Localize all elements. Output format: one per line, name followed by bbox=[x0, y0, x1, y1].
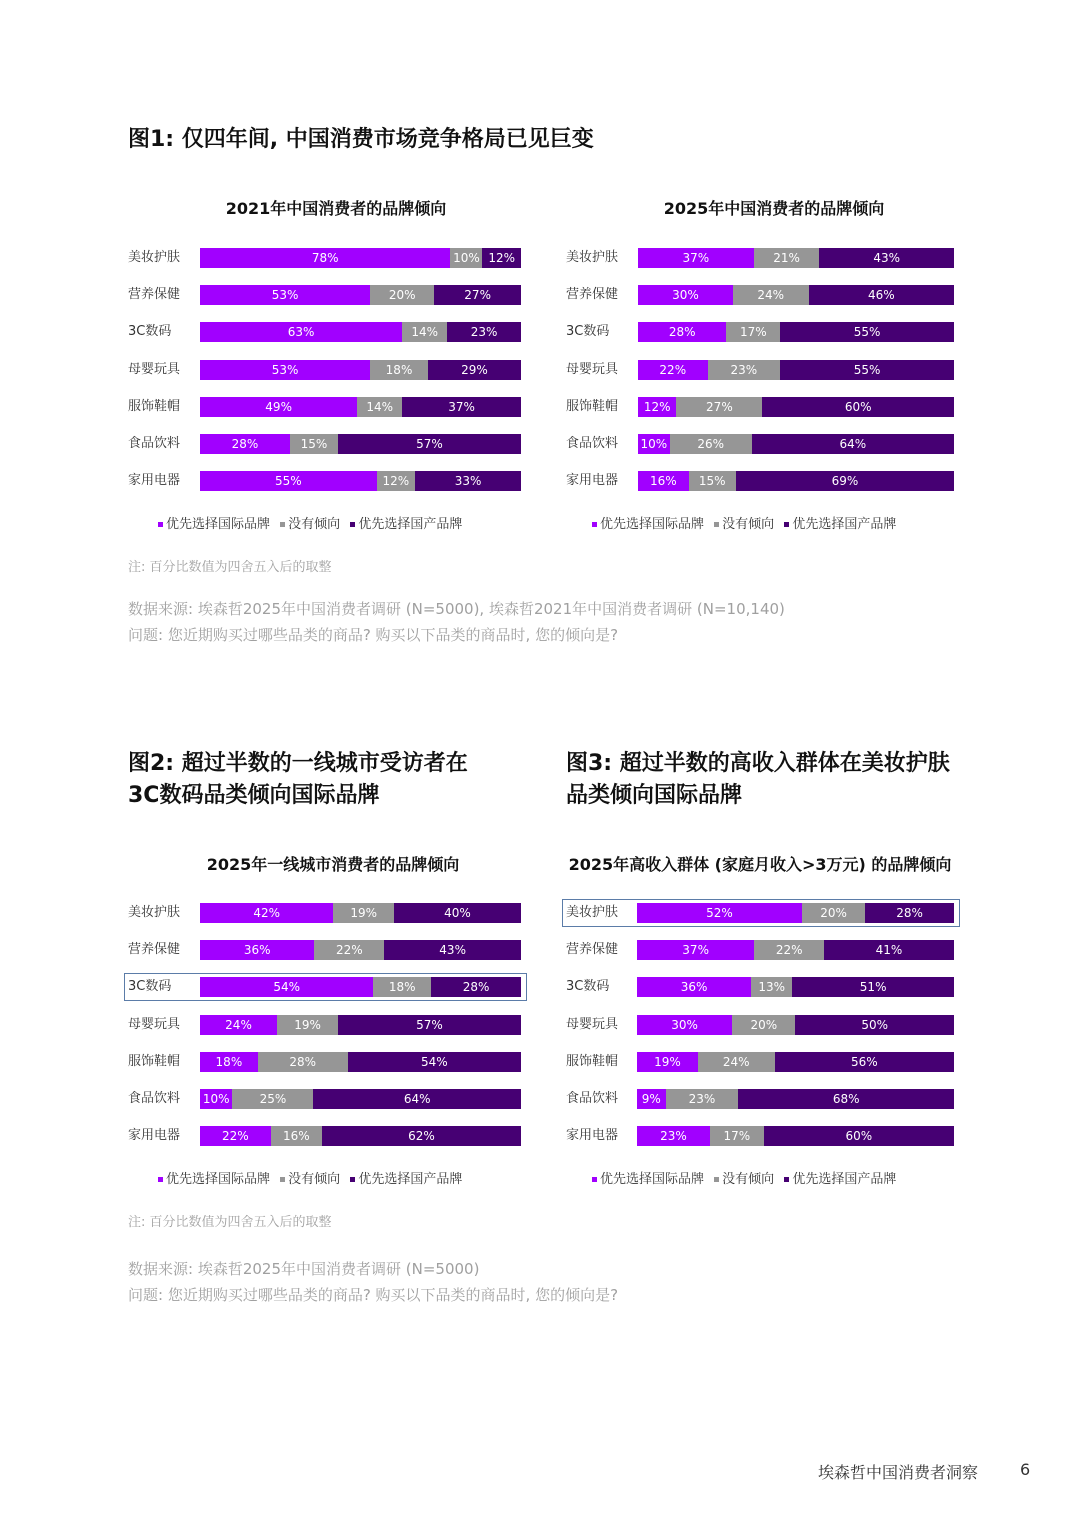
bar-segment-intl: 49% bbox=[200, 397, 357, 417]
bar-segment-domestic: 43% bbox=[384, 940, 521, 960]
bar-segment-intl: 22% bbox=[638, 360, 708, 380]
bar-segment-domestic: 56% bbox=[775, 1052, 954, 1072]
stacked-bar bbox=[200, 1015, 521, 1035]
bar-segment-no-preference: 27% bbox=[676, 397, 762, 417]
bar-row bbox=[128, 360, 521, 380]
bar-segment-intl: 28% bbox=[200, 434, 290, 454]
bar-segment-no-preference: 15% bbox=[689, 471, 736, 491]
legend-swatch-dom bbox=[350, 1177, 355, 1182]
legend-item-intl bbox=[592, 1172, 704, 1187]
stacked-bar bbox=[200, 322, 521, 342]
stacked-bar bbox=[638, 248, 954, 268]
legend-label-dom: 优先选择国产品牌 bbox=[792, 517, 897, 532]
chart2-title: 2025年中国消费者的品牌倾向 bbox=[663, 199, 885, 218]
bar-segment-intl: 37% bbox=[638, 248, 754, 268]
bar-segment-intl: 10% bbox=[200, 1089, 232, 1109]
category-label: 母婴玩具 bbox=[128, 1016, 181, 1032]
legend-label-intl: 优先选择国际品牌 bbox=[166, 517, 271, 532]
category-label: 食品饮料 bbox=[566, 1091, 619, 1106]
category-label: 家用电器 bbox=[566, 473, 619, 489]
bar-segment-no-preference: 23% bbox=[708, 360, 781, 380]
bar-segment-domestic: 41% bbox=[824, 940, 954, 960]
legend-item-dom bbox=[784, 1172, 896, 1187]
bar-segment-domestic: 62% bbox=[322, 1126, 521, 1146]
stacked-bar bbox=[637, 1089, 954, 1109]
figure1-source: 数据来源: 埃森哲2025年中国消费者调研 (N=5000), 埃森哲2021年中国消费者调研 (N=10,140) bbox=[128, 600, 785, 618]
bar-segment-no-preference: 13% bbox=[751, 977, 792, 997]
stacked-bar bbox=[200, 285, 521, 305]
chart1-legend bbox=[158, 513, 468, 532]
category-label: 服饰鞋帽 bbox=[566, 398, 619, 414]
category-label: 3C数码 bbox=[128, 324, 172, 340]
bar-segment-intl: 42% bbox=[200, 903, 333, 923]
bar-segment-domestic: 12% bbox=[482, 248, 521, 268]
stacked-bar bbox=[200, 248, 521, 268]
legend-label-none: 没有倾向 bbox=[722, 517, 775, 532]
legend-item-none bbox=[280, 517, 340, 532]
bar-segment-intl: 23% bbox=[637, 1126, 710, 1146]
bar-segment-intl: 53% bbox=[200, 360, 370, 380]
stacked-bar bbox=[200, 471, 521, 491]
bar-segment-domestic: 60% bbox=[764, 1126, 954, 1146]
bar-segment-domestic: 64% bbox=[313, 1089, 521, 1109]
legend-swatch-dom bbox=[350, 522, 355, 527]
stacked-bar bbox=[200, 397, 521, 417]
chart3-title: 2025年一线城市消费者的品牌倾向 bbox=[206, 855, 460, 874]
stacked-bar bbox=[638, 434, 954, 454]
legend-swatch-none bbox=[714, 1177, 719, 1182]
bar-segment-intl: 22% bbox=[200, 1126, 271, 1146]
bar-segment-domestic: 28% bbox=[865, 903, 954, 923]
bar-segment-intl: 16% bbox=[638, 471, 689, 491]
stacked-bar bbox=[637, 1126, 954, 1146]
bar-segment-intl: 78% bbox=[200, 248, 450, 268]
legend-swatch-none bbox=[280, 1177, 285, 1182]
bar-segment-intl: 36% bbox=[637, 977, 751, 997]
bar-segment-intl: 37% bbox=[637, 940, 754, 960]
bar-segment-no-preference: 10% bbox=[450, 248, 482, 268]
category-label: 母婴玩具 bbox=[128, 361, 181, 377]
bar-segment-no-preference: 14% bbox=[402, 322, 447, 342]
stacked-bar bbox=[638, 360, 954, 380]
stacked-bar bbox=[638, 322, 954, 342]
bar-row bbox=[128, 322, 521, 342]
bar-segment-no-preference: 17% bbox=[710, 1126, 764, 1146]
bar-row bbox=[128, 1126, 521, 1146]
bar-row bbox=[128, 434, 521, 454]
legend-label-dom: 优先选择国产品牌 bbox=[792, 1172, 897, 1187]
chart2-legend bbox=[592, 513, 902, 532]
legend-swatch-intl bbox=[158, 522, 163, 527]
bar-segment-domestic: 40% bbox=[394, 903, 521, 923]
bar-segment-no-preference: 21% bbox=[754, 248, 820, 268]
legend-item-dom bbox=[784, 517, 896, 532]
bar-segment-no-preference: 24% bbox=[698, 1052, 775, 1072]
bar-row bbox=[128, 397, 521, 417]
legend-item-dom bbox=[350, 517, 462, 532]
figure1-question: 问题: 您近期购买过哪些品类的商品? 购买以下品类的商品时, 您的倾向是? bbox=[128, 626, 619, 644]
bar-row bbox=[128, 940, 521, 960]
legend-label-intl: 优先选择国际品牌 bbox=[600, 1172, 705, 1187]
category-label: 营养保健 bbox=[128, 287, 181, 303]
footer-page-number: 6 bbox=[1020, 1460, 1031, 1479]
chart3-legend bbox=[158, 1168, 468, 1187]
stacked-bar bbox=[637, 1052, 954, 1072]
bar-segment-intl: 54% bbox=[200, 977, 373, 997]
figure3-title bbox=[566, 748, 950, 812]
bar-segment-domestic: 64% bbox=[752, 434, 954, 454]
bar-row bbox=[128, 1015, 521, 1035]
category-label: 营养保健 bbox=[566, 287, 619, 303]
category-label: 食品饮料 bbox=[566, 436, 619, 451]
category-label: 3C数码 bbox=[566, 979, 610, 995]
chart4-title: 2025年高收入群体 (家庭月收入>3万元) 的品牌倾向 bbox=[568, 855, 952, 874]
bar-segment-no-preference: 17% bbox=[726, 322, 780, 342]
stacked-bar bbox=[638, 397, 954, 417]
category-label: 营养保健 bbox=[128, 942, 181, 958]
bar-segment-no-preference: 15% bbox=[290, 434, 338, 454]
bar-segment-domestic: 57% bbox=[338, 1015, 521, 1035]
legend-label-intl: 优先选择国际品牌 bbox=[166, 1172, 271, 1187]
bar-segment-no-preference: 22% bbox=[754, 940, 824, 960]
bar-segment-no-preference: 18% bbox=[373, 977, 431, 997]
stacked-bar bbox=[637, 1015, 954, 1035]
legend-item-intl bbox=[592, 517, 704, 532]
figure1-title: 图1: 仅四年间, 中国消费市场竞争格局已见巨变 bbox=[128, 127, 594, 152]
bar-segment-domestic: 23% bbox=[447, 322, 521, 342]
bar-segment-no-preference: 20% bbox=[802, 903, 865, 923]
bar-segment-domestic: 57% bbox=[338, 434, 521, 454]
figure23-source: 数据来源: 埃森哲2025年中国消费者调研 (N=5000) bbox=[128, 1260, 480, 1278]
legend-swatch-intl bbox=[158, 1177, 163, 1182]
legend-swatch-dom bbox=[784, 522, 789, 527]
legend-item-intl bbox=[158, 517, 270, 532]
legend-label-dom: 优先选择国产品牌 bbox=[358, 1172, 463, 1187]
bar-row bbox=[566, 1126, 954, 1146]
figure23-note: 注: 百分比数值为四舍五入后的取整 bbox=[128, 1215, 332, 1230]
bar-row bbox=[566, 1089, 954, 1109]
bar-segment-intl: 52% bbox=[637, 903, 802, 923]
figure3-title-line1: 图3: 超过半数的高收入群体在美妆护肤 bbox=[566, 751, 950, 776]
category-label: 服饰鞋帽 bbox=[128, 1053, 181, 1069]
legend-label-none: 没有倾向 bbox=[288, 1172, 341, 1187]
stacked-bar bbox=[637, 977, 954, 997]
bar-segment-intl: 36% bbox=[200, 940, 314, 960]
category-label: 服饰鞋帽 bbox=[566, 1053, 619, 1069]
legend-label-none: 没有倾向 bbox=[288, 517, 341, 532]
legend-item-intl bbox=[158, 1172, 270, 1187]
category-label: 家用电器 bbox=[566, 1128, 619, 1144]
legend-swatch-dom bbox=[784, 1177, 789, 1182]
bar-segment-domestic: 33% bbox=[415, 471, 521, 491]
category-label: 美妆护肤 bbox=[128, 905, 181, 920]
legend-swatch-intl bbox=[592, 522, 597, 527]
bar-segment-domestic: 51% bbox=[792, 977, 954, 997]
bar-segment-no-preference: 23% bbox=[666, 1089, 739, 1109]
legend-label-dom: 优先选择国产品牌 bbox=[358, 517, 463, 532]
bar-row bbox=[566, 1052, 954, 1072]
bar-segment-domestic: 28% bbox=[431, 977, 521, 997]
category-label: 母婴玩具 bbox=[566, 361, 619, 377]
figure2-title-line1: 图2: 超过半数的一线城市受访者在 bbox=[128, 751, 468, 776]
bar-segment-no-preference: 26% bbox=[670, 434, 752, 454]
bar-segment-intl: 24% bbox=[200, 1015, 277, 1035]
bar-row bbox=[128, 903, 521, 923]
bar-segment-intl: 30% bbox=[637, 1015, 732, 1035]
stacked-bar bbox=[200, 1052, 521, 1072]
bar-segment-domestic: 68% bbox=[738, 1089, 954, 1109]
bar-row bbox=[128, 471, 521, 491]
bar-segment-intl: 18% bbox=[200, 1052, 258, 1072]
bar-segment-no-preference: 24% bbox=[733, 285, 809, 305]
bar-segment-no-preference: 20% bbox=[732, 1015, 795, 1035]
stacked-bar bbox=[200, 360, 521, 380]
category-label: 服饰鞋帽 bbox=[128, 398, 181, 414]
bar-segment-no-preference: 25% bbox=[232, 1089, 313, 1109]
figure23-question: 问题: 您近期购买过哪些品类的商品? 购买以下品类的商品时, 您的倾向是? bbox=[128, 1286, 619, 1304]
bar-row bbox=[566, 471, 954, 491]
figure1-note: 注: 百分比数值为四舍五入后的取整 bbox=[128, 560, 332, 575]
bar-segment-intl: 55% bbox=[200, 471, 377, 491]
bar-segment-intl: 10% bbox=[638, 434, 670, 454]
bar-segment-domestic: 55% bbox=[780, 360, 954, 380]
bar-segment-domestic: 69% bbox=[736, 471, 954, 491]
stacked-bar bbox=[638, 471, 954, 491]
figure2-title bbox=[128, 748, 468, 812]
category-label: 3C数码 bbox=[566, 324, 610, 340]
bar-segment-no-preference: 20% bbox=[370, 285, 434, 305]
bar-row bbox=[128, 248, 521, 268]
stacked-bar bbox=[200, 434, 521, 454]
bar-segment-domestic: 55% bbox=[780, 322, 954, 342]
legend-label-intl: 优先选择国际品牌 bbox=[600, 517, 705, 532]
category-label: 营养保健 bbox=[566, 942, 619, 958]
category-label: 家用电器 bbox=[128, 1128, 181, 1144]
bar-segment-domestic: 60% bbox=[762, 397, 954, 417]
bar-row bbox=[566, 977, 954, 997]
bar-segment-domestic: 54% bbox=[348, 1052, 521, 1072]
bar-segment-no-preference: 14% bbox=[357, 397, 402, 417]
legend-label-none: 没有倾向 bbox=[722, 1172, 775, 1187]
bar-segment-no-preference: 19% bbox=[277, 1015, 338, 1035]
figure3-title-line2: 品类倾向国际品牌 bbox=[566, 783, 743, 808]
bar-row bbox=[566, 360, 954, 380]
bar-segment-intl: 30% bbox=[638, 285, 733, 305]
bar-segment-domestic: 29% bbox=[428, 360, 521, 380]
chart4-legend bbox=[592, 1168, 902, 1187]
bar-segment-intl: 12% bbox=[638, 397, 676, 417]
highlight-box bbox=[562, 899, 960, 927]
bar-row bbox=[128, 285, 521, 305]
chart1-title: 2021年中国消费者的品牌倾向 bbox=[225, 199, 447, 218]
bar-row bbox=[566, 940, 954, 960]
category-label: 美妆护肤 bbox=[566, 905, 619, 920]
category-label: 美妆护肤 bbox=[128, 250, 181, 265]
bar-row bbox=[566, 285, 954, 305]
category-label: 食品饮料 bbox=[128, 436, 181, 451]
bar-row bbox=[128, 1052, 521, 1072]
bar-segment-intl: 53% bbox=[200, 285, 370, 305]
bar-segment-no-preference: 22% bbox=[314, 940, 384, 960]
bar-row bbox=[566, 1015, 954, 1035]
category-label: 食品饮料 bbox=[128, 1091, 181, 1106]
bar-row bbox=[566, 397, 954, 417]
legend-item-none bbox=[280, 1172, 340, 1187]
bar-segment-intl: 9% bbox=[637, 1089, 666, 1109]
bar-row bbox=[128, 1089, 521, 1109]
category-label: 美妆护肤 bbox=[566, 250, 619, 265]
bar-segment-no-preference: 28% bbox=[258, 1052, 348, 1072]
bar-row bbox=[566, 248, 954, 268]
bar-segment-domestic: 37% bbox=[402, 397, 521, 417]
bar-segment-no-preference: 19% bbox=[333, 903, 393, 923]
category-label: 3C数码 bbox=[128, 979, 172, 995]
bar-segment-domestic: 27% bbox=[434, 285, 521, 305]
figure2-title-line2: 3C数码品类倾向国际品牌 bbox=[128, 783, 380, 808]
stacked-bar bbox=[200, 903, 521, 923]
bar-segment-intl: 28% bbox=[638, 322, 726, 342]
bar-segment-no-preference: 12% bbox=[377, 471, 416, 491]
bar-segment-intl: 19% bbox=[637, 1052, 698, 1072]
bar-segment-domestic: 43% bbox=[819, 248, 954, 268]
stacked-bar bbox=[200, 1126, 521, 1146]
bar-row bbox=[566, 434, 954, 454]
stacked-bar bbox=[200, 940, 521, 960]
legend-swatch-none bbox=[714, 522, 719, 527]
bar-segment-domestic: 46% bbox=[809, 285, 954, 305]
legend-swatch-intl bbox=[592, 1177, 597, 1182]
bar-segment-domestic: 50% bbox=[795, 1015, 954, 1035]
stacked-bar bbox=[638, 285, 954, 305]
highlight-box bbox=[124, 973, 527, 1001]
bar-row bbox=[566, 322, 954, 342]
legend-item-dom bbox=[350, 1172, 462, 1187]
category-label: 母婴玩具 bbox=[566, 1016, 619, 1032]
bar-segment-no-preference: 16% bbox=[271, 1126, 322, 1146]
stacked-bar bbox=[200, 1089, 521, 1109]
legend-item-none bbox=[714, 1172, 774, 1187]
bar-segment-intl: 63% bbox=[200, 322, 402, 342]
stacked-bar bbox=[637, 940, 954, 960]
bar-segment-no-preference: 18% bbox=[370, 360, 428, 380]
footer-publication: 埃森哲中国消费者洞察 bbox=[818, 1463, 979, 1482]
category-label: 家用电器 bbox=[128, 473, 181, 489]
legend-item-none bbox=[714, 517, 774, 532]
legend-swatch-none bbox=[280, 522, 285, 527]
